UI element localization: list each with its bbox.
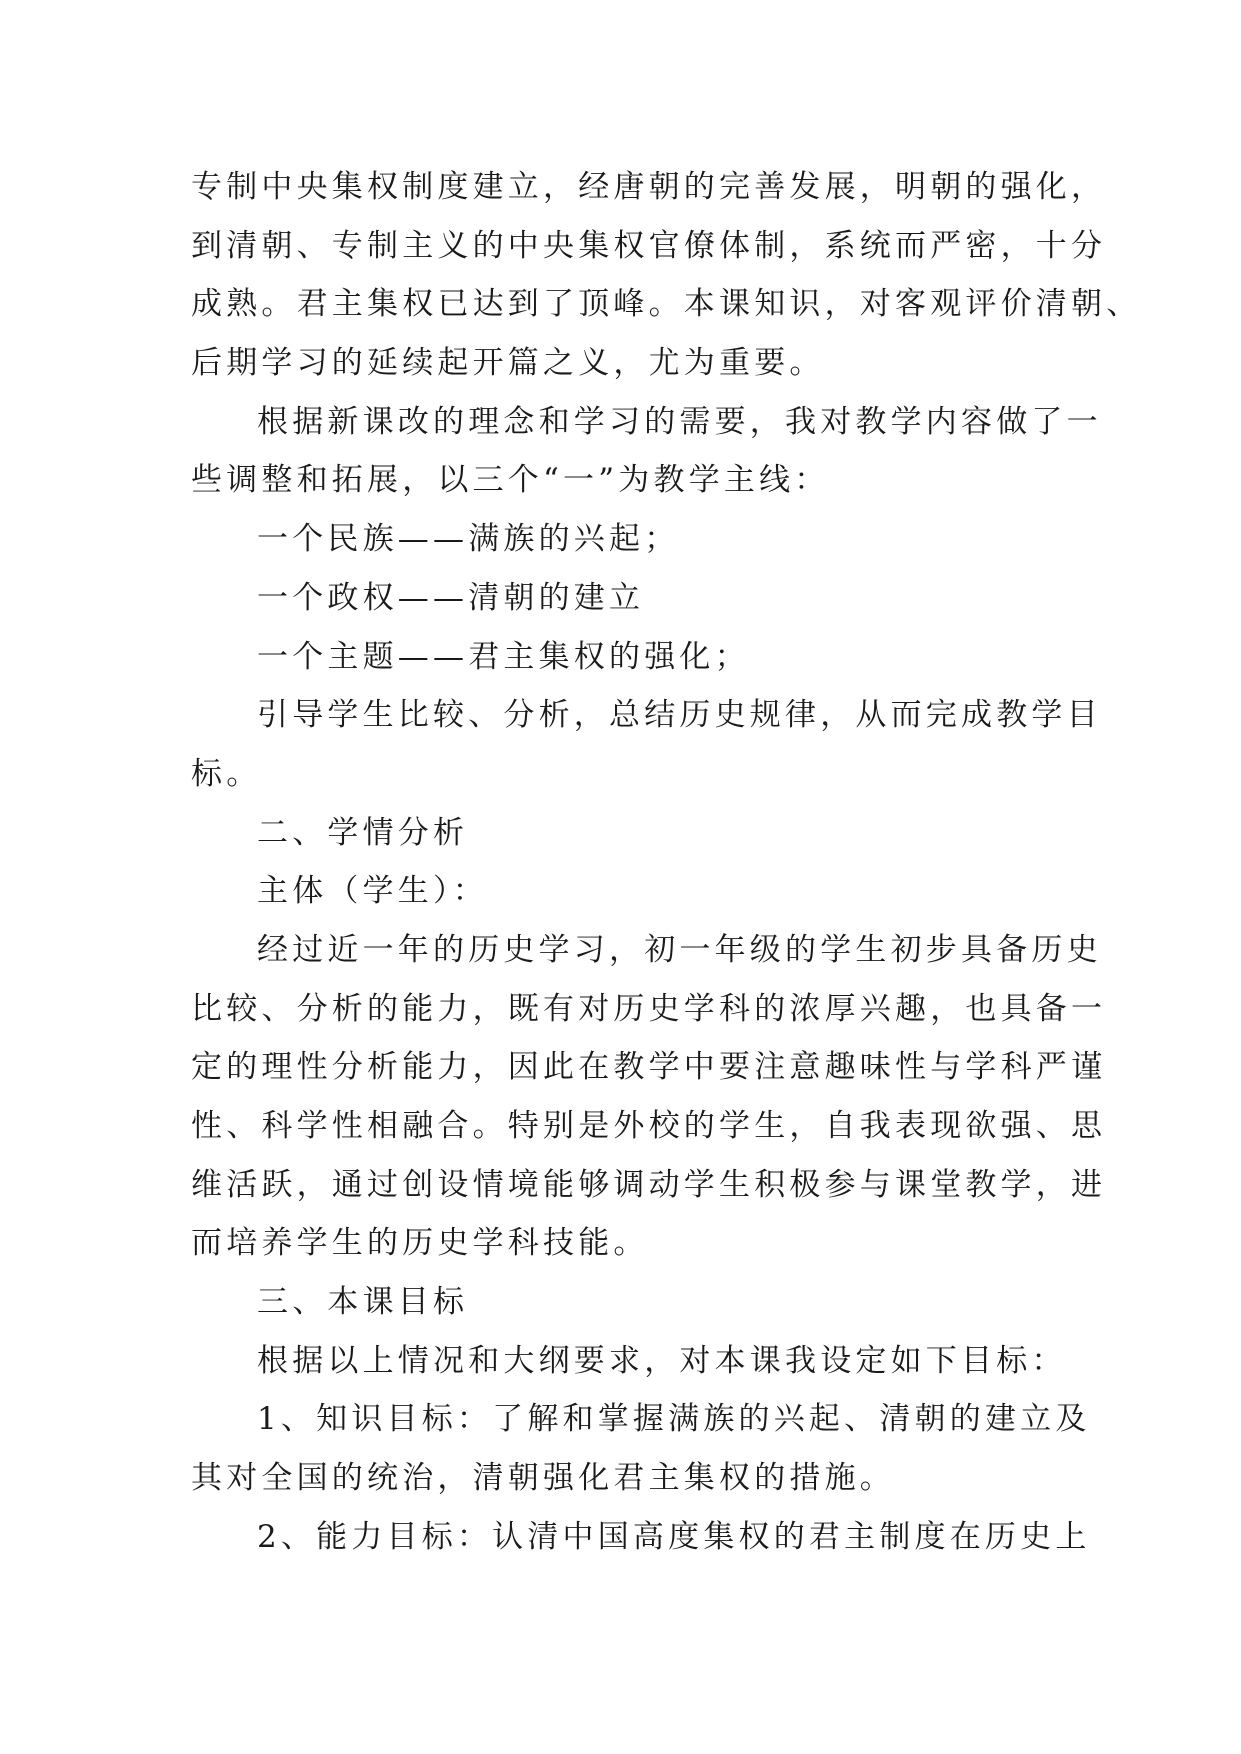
text-line: 一个主题——君主集权的强化； <box>257 638 750 675</box>
text-line: 专制中央集权制度建立，经唐朝的完善发展，明朝的强化， <box>191 169 1107 205</box>
text-line: 定的理性分析能力，因此在教学中要注意趣味性与学科严谨 <box>191 1049 1107 1086</box>
text-line: 些调整和拓展，以三个“一”为教学主线： <box>191 462 830 499</box>
text-line: 主体（学生）： <box>257 873 488 910</box>
text-line: 比较、分析的能力，既有对历史学科的浓厚兴趣，也具备一 <box>191 990 1107 1027</box>
section-heading: 二、学情分析 <box>257 814 469 851</box>
text-line: 根据新课改的理念和学习的需要，我对教学内容做了一 <box>257 403 1102 440</box>
text-line: 引导学生比较、分析，总结历史规律，从而完成教学目 <box>257 697 1102 734</box>
text-line: 根据以上情况和大纲要求，对本课我设定如下目标： <box>257 1342 1067 1379</box>
section-heading: 三、本课目标 <box>257 1284 469 1321</box>
text-line: 经过近一年的历史学习，初一年级的学生初步具备历史 <box>257 931 1102 968</box>
text-line: 维活跃，通过创设情境能够调动学生积极参与课堂教学，进 <box>191 1166 1107 1203</box>
text-line: 到清朝、专制主义的中央集权官僚体制，系统而严密，十分 <box>191 227 1107 264</box>
text-line: 一个政权——清朝的建立 <box>257 579 645 616</box>
text-line: 2、能力目标：认清中国高度集权的君主制度在历史上 <box>257 1518 1091 1555</box>
text-line: 一个民族——满族的兴起； <box>257 521 680 558</box>
text-line: 后期学习的延续起开篇之义，尤为重要。 <box>191 345 825 382</box>
document-body <box>191 158 1142 1567</box>
text-line: 1、知识目标：了解和掌握满族的兴起、清朝的建立及 <box>257 1401 1091 1438</box>
text-line: 而培养学生的历史学科技能。 <box>191 1225 649 1262</box>
text-line: 标。 <box>191 755 262 792</box>
text-line: 性、科学性相融合。特别是外校的学生，自我表现欲强、思 <box>191 1108 1107 1144</box>
text-line: 成熟。君主集权已达到了顶峰。本课知识，对客观评价清朝、 <box>191 286 1142 323</box>
text-line: 其对全国的统治，清朝强化君主集权的措施。 <box>191 1460 895 1497</box>
